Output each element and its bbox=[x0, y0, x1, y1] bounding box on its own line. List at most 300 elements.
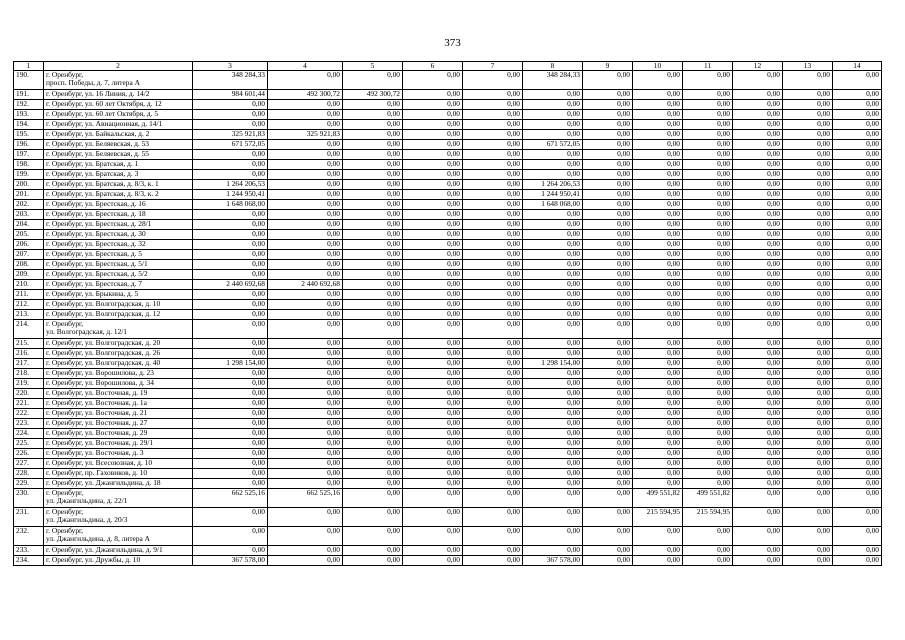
value-cell: 0,00 bbox=[193, 220, 268, 230]
column-header: 8 bbox=[523, 62, 583, 71]
value-cell: 0,00 bbox=[343, 190, 403, 200]
address-cell: г. Оренбург, ул. Восточная, д. 1а bbox=[44, 399, 193, 409]
table-row bbox=[14, 290, 882, 300]
value-cell: 0,00 bbox=[783, 439, 833, 449]
value-cell: 0,00 bbox=[833, 71, 882, 90]
table-header-row bbox=[14, 62, 882, 71]
value-cell: 0,00 bbox=[833, 546, 882, 556]
value-cell: 0,00 bbox=[733, 489, 783, 508]
value-cell: 0,00 bbox=[583, 320, 633, 339]
value-cell: 0,00 bbox=[343, 527, 403, 546]
value-cell: 0,00 bbox=[633, 320, 683, 339]
value-cell: 0,00 bbox=[833, 110, 882, 120]
value-cell: 0,00 bbox=[463, 300, 523, 310]
value-cell: 0,00 bbox=[683, 150, 733, 160]
value-cell: 0,00 bbox=[733, 349, 783, 359]
table-row bbox=[14, 260, 882, 270]
value-cell: 0,00 bbox=[403, 508, 463, 527]
row-number: 198. bbox=[14, 160, 44, 170]
row-number: 212. bbox=[14, 300, 44, 310]
value-cell: 0,00 bbox=[683, 527, 733, 546]
row-number: 195. bbox=[14, 130, 44, 140]
value-cell: 0,00 bbox=[783, 459, 833, 469]
value-cell: 0,00 bbox=[193, 449, 268, 459]
value-cell: 0,00 bbox=[833, 220, 882, 230]
value-cell: 0,00 bbox=[193, 409, 268, 419]
value-cell: 0,00 bbox=[633, 110, 683, 120]
value-cell: 0,00 bbox=[268, 200, 343, 210]
value-cell: 671 572,05 bbox=[523, 140, 583, 150]
value-cell: 0,00 bbox=[343, 310, 403, 320]
row-number: 204. bbox=[14, 220, 44, 230]
address-cell: г. Оренбург, ул. Брестская, д. 5/1 bbox=[44, 260, 193, 270]
value-cell: 0,00 bbox=[633, 469, 683, 479]
address-cell: г. Оренбург, ул. Джангильдина, д. 18 bbox=[44, 479, 193, 489]
value-cell: 0,00 bbox=[403, 310, 463, 320]
value-cell: 0,00 bbox=[463, 190, 523, 200]
value-cell: 0,00 bbox=[633, 449, 683, 459]
value-cell: 0,00 bbox=[783, 527, 833, 546]
value-cell: 0,00 bbox=[783, 230, 833, 240]
row-number: 200. bbox=[14, 180, 44, 190]
value-cell: 0,00 bbox=[268, 389, 343, 399]
value-cell: 0,00 bbox=[268, 359, 343, 369]
value-cell: 0,00 bbox=[583, 409, 633, 419]
value-cell: 0,00 bbox=[683, 439, 733, 449]
row-number: 208. bbox=[14, 260, 44, 270]
value-cell: 0,00 bbox=[683, 120, 733, 130]
address-cell: г. Оренбург, ул. Беляевская, д. 53 bbox=[44, 140, 193, 150]
value-cell: 0,00 bbox=[343, 270, 403, 280]
row-number: 233. bbox=[14, 546, 44, 556]
value-cell: 0,00 bbox=[403, 399, 463, 409]
value-cell: 0,00 bbox=[733, 459, 783, 469]
value-cell: 0,00 bbox=[683, 140, 733, 150]
value-cell: 0,00 bbox=[268, 110, 343, 120]
value-cell: 0,00 bbox=[403, 489, 463, 508]
value-cell: 0,00 bbox=[683, 379, 733, 389]
value-cell: 0,00 bbox=[783, 260, 833, 270]
value-cell: 0,00 bbox=[733, 260, 783, 270]
value-cell: 0,00 bbox=[633, 527, 683, 546]
value-cell: 0,00 bbox=[268, 320, 343, 339]
value-cell: 0,00 bbox=[343, 546, 403, 556]
value-cell: 0,00 bbox=[463, 71, 523, 90]
value-cell: 0,00 bbox=[833, 180, 882, 190]
row-number: 191. bbox=[14, 90, 44, 100]
value-cell: 0,00 bbox=[833, 300, 882, 310]
value-cell: 0,00 bbox=[683, 419, 733, 429]
value-cell: 0,00 bbox=[268, 260, 343, 270]
value-cell: 0,00 bbox=[463, 290, 523, 300]
value-cell: 0,00 bbox=[733, 90, 783, 100]
value-cell: 0,00 bbox=[343, 479, 403, 489]
value-cell: 0,00 bbox=[583, 210, 633, 220]
value-cell: 0,00 bbox=[583, 556, 633, 566]
table-row bbox=[14, 339, 882, 349]
value-cell: 0,00 bbox=[523, 150, 583, 160]
value-cell: 0,00 bbox=[683, 270, 733, 280]
value-cell: 0,00 bbox=[733, 120, 783, 130]
value-cell: 0,00 bbox=[523, 389, 583, 399]
table-row bbox=[14, 546, 882, 556]
address-cell: г. Оренбург, ул. Ворошилова, д. 34 bbox=[44, 379, 193, 389]
value-cell: 0,00 bbox=[403, 130, 463, 140]
value-cell: 0,00 bbox=[523, 379, 583, 389]
address-cell: г. Оренбург, ул. Всесоюзная, д. 10 bbox=[44, 459, 193, 469]
value-cell: 0,00 bbox=[343, 120, 403, 130]
value-cell: 0,00 bbox=[633, 190, 683, 200]
value-cell: 0,00 bbox=[403, 150, 463, 160]
table-row bbox=[14, 220, 882, 230]
value-cell: 0,00 bbox=[523, 110, 583, 120]
value-cell: 0,00 bbox=[463, 310, 523, 320]
value-cell: 0,00 bbox=[633, 359, 683, 369]
value-cell: 0,00 bbox=[193, 469, 268, 479]
value-cell: 0,00 bbox=[733, 439, 783, 449]
value-cell: 0,00 bbox=[463, 140, 523, 150]
value-cell: 0,00 bbox=[633, 419, 683, 429]
value-cell: 0,00 bbox=[683, 429, 733, 439]
address-cell: г. Оренбург, ул. Восточная, д. 19 bbox=[44, 389, 193, 399]
value-cell: 0,00 bbox=[683, 260, 733, 270]
value-cell: 0,00 bbox=[733, 369, 783, 379]
row-number: 225. bbox=[14, 439, 44, 449]
value-cell: 0,00 bbox=[633, 349, 683, 359]
value-cell: 0,00 bbox=[833, 429, 882, 439]
value-cell: 0,00 bbox=[733, 556, 783, 566]
value-cell: 0,00 bbox=[733, 110, 783, 120]
value-cell: 0,00 bbox=[463, 240, 523, 250]
value-cell: 0,00 bbox=[193, 120, 268, 130]
value-cell: 1 298 154,00 bbox=[193, 359, 268, 369]
value-cell: 0,00 bbox=[343, 110, 403, 120]
value-cell: 0,00 bbox=[583, 180, 633, 190]
value-cell: 1 244 950,41 bbox=[523, 190, 583, 200]
column-header: 4 bbox=[268, 62, 343, 71]
value-cell: 0,00 bbox=[583, 508, 633, 527]
value-cell: 0,00 bbox=[523, 369, 583, 379]
address-cell: г. Оренбург, ул. Джангильдина, д. 8, литера А bbox=[44, 527, 193, 546]
value-cell: 0,00 bbox=[343, 429, 403, 439]
table-row bbox=[14, 359, 882, 369]
value-cell: 0,00 bbox=[463, 359, 523, 369]
value-cell: 0,00 bbox=[343, 419, 403, 429]
row-number: 231. bbox=[14, 508, 44, 527]
value-cell: 0,00 bbox=[833, 449, 882, 459]
value-cell: 0,00 bbox=[583, 130, 633, 140]
value-cell: 0,00 bbox=[523, 240, 583, 250]
value-cell: 0,00 bbox=[583, 140, 633, 150]
value-cell: 0,00 bbox=[583, 270, 633, 280]
value-cell: 1 264 206,53 bbox=[523, 180, 583, 190]
value-cell: 367 578,00 bbox=[193, 556, 268, 566]
value-cell: 0,00 bbox=[683, 310, 733, 320]
row-number: 234. bbox=[14, 556, 44, 566]
value-cell: 0,00 bbox=[523, 508, 583, 527]
value-cell: 0,00 bbox=[633, 270, 683, 280]
value-cell: 0,00 bbox=[523, 300, 583, 310]
value-cell: 0,00 bbox=[463, 110, 523, 120]
value-cell: 0,00 bbox=[733, 250, 783, 260]
value-cell: 0,00 bbox=[403, 100, 463, 110]
value-cell: 0,00 bbox=[633, 140, 683, 150]
value-cell: 0,00 bbox=[403, 220, 463, 230]
value-cell: 0,00 bbox=[583, 379, 633, 389]
value-cell: 0,00 bbox=[583, 230, 633, 240]
row-number: 202. bbox=[14, 200, 44, 210]
value-cell: 0,00 bbox=[523, 210, 583, 220]
value-cell: 0,00 bbox=[833, 140, 882, 150]
value-cell: 0,00 bbox=[833, 310, 882, 320]
value-cell: 0,00 bbox=[523, 409, 583, 419]
value-cell: 0,00 bbox=[783, 369, 833, 379]
value-cell: 0,00 bbox=[583, 190, 633, 200]
value-cell: 0,00 bbox=[833, 250, 882, 260]
value-cell: 0,00 bbox=[193, 419, 268, 429]
value-cell: 0,00 bbox=[463, 180, 523, 190]
value-cell: 0,00 bbox=[733, 130, 783, 140]
table-row bbox=[14, 150, 882, 160]
value-cell: 0,00 bbox=[268, 379, 343, 389]
value-cell: 0,00 bbox=[343, 379, 403, 389]
value-cell: 0,00 bbox=[343, 339, 403, 349]
value-cell: 0,00 bbox=[268, 240, 343, 250]
value-cell: 0,00 bbox=[833, 439, 882, 449]
value-cell: 0,00 bbox=[833, 379, 882, 389]
value-cell: 0,00 bbox=[343, 160, 403, 170]
value-cell: 0,00 bbox=[403, 349, 463, 359]
value-cell: 0,00 bbox=[633, 240, 683, 250]
value-cell: 0,00 bbox=[833, 359, 882, 369]
value-cell: 0,00 bbox=[583, 220, 633, 230]
value-cell: 0,00 bbox=[463, 130, 523, 140]
row-number: 215. bbox=[14, 339, 44, 349]
value-cell: 0,00 bbox=[523, 130, 583, 140]
address-cell: г. Оренбург, ул. Волгоградская, д. 12/1 bbox=[44, 320, 193, 339]
value-cell: 0,00 bbox=[463, 369, 523, 379]
column-header: 3 bbox=[193, 62, 268, 71]
value-cell: 0,00 bbox=[633, 120, 683, 130]
value-cell: 0,00 bbox=[683, 71, 733, 90]
value-cell: 0,00 bbox=[268, 300, 343, 310]
address-cell: г. Оренбург, просп. Победы, д. 7, литера А bbox=[44, 71, 193, 90]
address-cell: г. Оренбург, ул. Дружбы, д. 10 bbox=[44, 556, 193, 566]
value-cell: 0,00 bbox=[343, 210, 403, 220]
value-cell: 0,00 bbox=[463, 250, 523, 260]
value-cell: 0,00 bbox=[833, 399, 882, 409]
value-cell: 0,00 bbox=[683, 479, 733, 489]
table-row bbox=[14, 379, 882, 389]
value-cell: 0,00 bbox=[633, 459, 683, 469]
value-cell: 0,00 bbox=[343, 150, 403, 160]
table-row bbox=[14, 479, 882, 489]
value-cell: 0,00 bbox=[343, 489, 403, 508]
value-cell: 0,00 bbox=[463, 220, 523, 230]
row-number: 210. bbox=[14, 280, 44, 290]
value-cell: 0,00 bbox=[193, 310, 268, 320]
value-cell: 0,00 bbox=[463, 210, 523, 220]
value-cell: 0,00 bbox=[633, 389, 683, 399]
address-cell: г. Оренбург, ул. Братская, д. 8/3, к. 1 bbox=[44, 180, 193, 190]
address-cell: г. Оренбург, пр. Гаховиков, д. 10 bbox=[44, 469, 193, 479]
value-cell: 499 551,82 bbox=[633, 489, 683, 508]
value-cell: 0,00 bbox=[268, 439, 343, 449]
value-cell: 0,00 bbox=[463, 280, 523, 290]
value-cell: 0,00 bbox=[523, 270, 583, 280]
table-row bbox=[14, 110, 882, 120]
value-cell: 0,00 bbox=[683, 200, 733, 210]
value-cell: 0,00 bbox=[783, 489, 833, 508]
value-cell: 0,00 bbox=[343, 140, 403, 150]
value-cell: 0,00 bbox=[683, 556, 733, 566]
value-cell: 0,00 bbox=[833, 230, 882, 240]
value-cell: 0,00 bbox=[783, 200, 833, 210]
value-cell: 0,00 bbox=[403, 459, 463, 469]
value-cell: 0,00 bbox=[833, 556, 882, 566]
value-cell: 0,00 bbox=[683, 110, 733, 120]
value-cell: 0,00 bbox=[463, 320, 523, 339]
value-cell: 325 921,83 bbox=[268, 130, 343, 140]
value-cell: 0,00 bbox=[343, 230, 403, 240]
address-cell: г. Оренбург, ул. Брестская, д. 5/2 bbox=[44, 270, 193, 280]
table-row bbox=[14, 399, 882, 409]
row-number: 219. bbox=[14, 379, 44, 389]
table-row bbox=[14, 100, 882, 110]
address-cell: г. Оренбург, ул. Восточная, д. 3 bbox=[44, 449, 193, 459]
value-cell: 0,00 bbox=[403, 409, 463, 419]
value-cell: 0,00 bbox=[463, 160, 523, 170]
value-cell: 1 648 068,00 bbox=[523, 200, 583, 210]
table-row bbox=[14, 419, 882, 429]
value-cell: 0,00 bbox=[733, 469, 783, 479]
value-cell: 0,00 bbox=[343, 130, 403, 140]
table-row bbox=[14, 527, 882, 546]
value-cell: 0,00 bbox=[783, 379, 833, 389]
value-cell: 0,00 bbox=[523, 429, 583, 439]
value-cell: 0,00 bbox=[268, 508, 343, 527]
value-cell: 0,00 bbox=[403, 210, 463, 220]
value-cell: 0,00 bbox=[268, 190, 343, 200]
value-cell: 0,00 bbox=[633, 180, 683, 190]
address-cell: г. Оренбург, ул. Джангильдина, д. 20/3 bbox=[44, 508, 193, 527]
value-cell: 0,00 bbox=[733, 409, 783, 419]
address-cell: г. Оренбург, ул. Авиационная, д. 14/1 bbox=[44, 120, 193, 130]
value-cell: 0,00 bbox=[193, 320, 268, 339]
table-row bbox=[14, 200, 882, 210]
value-cell: 0,00 bbox=[268, 71, 343, 90]
value-cell: 0,00 bbox=[523, 459, 583, 469]
value-cell: 0,00 bbox=[268, 100, 343, 110]
value-cell: 0,00 bbox=[523, 280, 583, 290]
value-cell: 0,00 bbox=[783, 110, 833, 120]
table-row bbox=[14, 508, 882, 527]
value-cell: 0,00 bbox=[783, 546, 833, 556]
value-cell: 0,00 bbox=[268, 419, 343, 429]
value-cell: 0,00 bbox=[523, 220, 583, 230]
table-row bbox=[14, 240, 882, 250]
row-number: 209. bbox=[14, 270, 44, 280]
value-cell: 0,00 bbox=[403, 71, 463, 90]
value-cell: 0,00 bbox=[403, 379, 463, 389]
value-cell: 0,00 bbox=[268, 429, 343, 439]
value-cell: 0,00 bbox=[783, 349, 833, 359]
table-row bbox=[14, 449, 882, 459]
address-cell: г. Оренбург, ул. Брыкина, д. 5 bbox=[44, 290, 193, 300]
value-cell: 0,00 bbox=[343, 469, 403, 479]
address-cell: г. Оренбург, ул. Волгоградская, д. 26 bbox=[44, 349, 193, 359]
value-cell: 0,00 bbox=[463, 399, 523, 409]
value-cell: 0,00 bbox=[523, 160, 583, 170]
value-cell: 0,00 bbox=[633, 210, 683, 220]
value-cell: 0,00 bbox=[733, 546, 783, 556]
value-cell: 0,00 bbox=[268, 469, 343, 479]
value-cell: 0,00 bbox=[523, 489, 583, 508]
value-cell: 0,00 bbox=[583, 290, 633, 300]
table-row bbox=[14, 170, 882, 180]
value-cell: 0,00 bbox=[633, 220, 683, 230]
row-number: 192. bbox=[14, 100, 44, 110]
value-cell: 0,00 bbox=[633, 71, 683, 90]
value-cell: 0,00 bbox=[268, 140, 343, 150]
value-cell: 0,00 bbox=[403, 429, 463, 439]
value-cell: 1 244 950,41 bbox=[193, 190, 268, 200]
value-cell: 0,00 bbox=[343, 508, 403, 527]
table-row bbox=[14, 300, 882, 310]
value-cell: 0,00 bbox=[523, 419, 583, 429]
value-cell: 0,00 bbox=[683, 160, 733, 170]
value-cell: 0,00 bbox=[633, 290, 683, 300]
row-number: 190. bbox=[14, 71, 44, 90]
value-cell: 0,00 bbox=[583, 489, 633, 508]
value-cell: 0,00 bbox=[633, 260, 683, 270]
row-number: 213. bbox=[14, 310, 44, 320]
value-cell: 0,00 bbox=[193, 110, 268, 120]
value-cell: 0,00 bbox=[783, 290, 833, 300]
address-cell: г. Оренбург, ул. Братская, д. 3 bbox=[44, 170, 193, 180]
value-cell: 0,00 bbox=[403, 439, 463, 449]
value-cell: 0,00 bbox=[833, 120, 882, 130]
address-cell: г. Оренбург, ул. Волгоградская, д. 12 bbox=[44, 310, 193, 320]
value-cell: 0,00 bbox=[523, 449, 583, 459]
value-cell: 215 594,95 bbox=[683, 508, 733, 527]
value-cell: 0,00 bbox=[343, 409, 403, 419]
value-cell: 0,00 bbox=[193, 479, 268, 489]
row-number: 205. bbox=[14, 230, 44, 240]
value-cell: 0,00 bbox=[833, 469, 882, 479]
value-cell: 984 601,44 bbox=[193, 90, 268, 100]
value-cell: 0,00 bbox=[583, 429, 633, 439]
value-cell: 0,00 bbox=[523, 100, 583, 110]
column-header: 12 bbox=[733, 62, 783, 71]
value-cell: 0,00 bbox=[733, 150, 783, 160]
row-number: 217. bbox=[14, 359, 44, 369]
value-cell: 0,00 bbox=[343, 290, 403, 300]
address-cell: г. Оренбург, ул. Брестская, д. 7 bbox=[44, 280, 193, 290]
value-cell: 0,00 bbox=[633, 280, 683, 290]
value-cell: 0,00 bbox=[633, 379, 683, 389]
value-cell: 0,00 bbox=[403, 90, 463, 100]
value-cell: 0,00 bbox=[403, 200, 463, 210]
value-cell: 0,00 bbox=[833, 100, 882, 110]
address-cell: г. Оренбург, ул. Брестская, д. 18 bbox=[44, 210, 193, 220]
value-cell: 0,00 bbox=[193, 290, 268, 300]
value-cell: 0,00 bbox=[733, 379, 783, 389]
row-number: 223. bbox=[14, 419, 44, 429]
page-number: 373 bbox=[444, 37, 461, 49]
address-cell: г. Оренбург, ул. Волгоградская, д. 10 bbox=[44, 300, 193, 310]
value-cell: 0,00 bbox=[633, 250, 683, 260]
